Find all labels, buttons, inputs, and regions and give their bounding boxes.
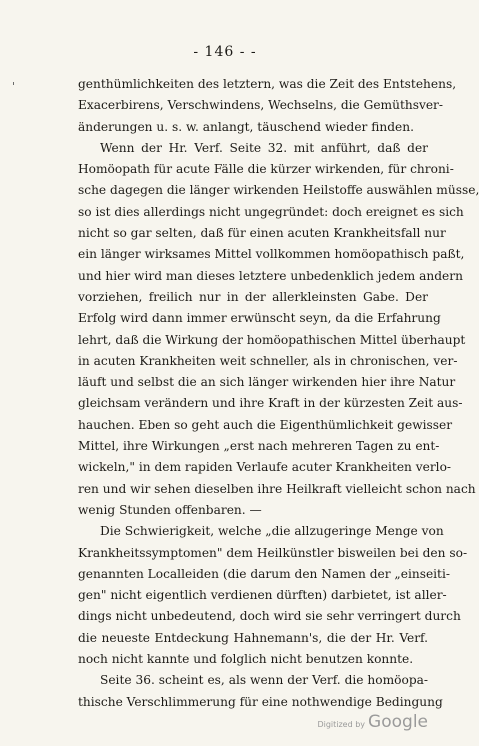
text-line: gen" nicht eigentlich verdienen dürften) darbietet, ist aller- [78, 588, 447, 603]
digitization-watermark [317, 712, 428, 732]
text-line: vorziehen, freilich nur in der allerkleinsten Gabe. Der [78, 289, 428, 304]
text-line: dings nicht unbedeutend, doch wird sie sehr verringert durch [78, 609, 461, 624]
text-line: Exacerbirens, Verschwindens, Wechselns, die Gemüthsver- [78, 98, 444, 113]
text-line: nicht so gar selten, daß für einen acuten Krankheitsfall nur [78, 226, 446, 241]
page-number-value: 146 [204, 44, 235, 60]
page-number [0, 44, 450, 60]
body-text [78, 74, 479, 713]
text-line: änderungen u. s. w. anlangt, täuschend wieder finden. [78, 119, 414, 134]
text-line: läuft und selbst die an sich länger wirkenden hier ihre Natur [78, 375, 456, 390]
text-line: so ist dies allerdings nicht ungegründet: doch ereignet es sich [78, 204, 464, 219]
text-line: in acuten Krankheiten weit schneller, als in chronischen, ver- [78, 353, 458, 368]
text-line: Seite 36. scheint es, als wenn der Verf. die homöopa- [100, 673, 428, 688]
text-line: Wenn der Hr. Verf. Seite 32. mit anführt, daß der [100, 140, 428, 155]
page-number-dash-left: - [193, 44, 205, 60]
text-line: wickeln," in dem rapiden Verlaufe acuter Krankheiten verlo- [78, 460, 452, 475]
text-line: Die Schwierigkeit, welche „die allzugeringe Menge von [100, 524, 444, 539]
text-line: lehrt, daß die Wirkung der homöopathischen Mittel überhaupt [78, 332, 466, 347]
text-line: die neueste Entdeckung Hahnemann's, die der Hr. Verf. [78, 630, 428, 645]
watermark-prefix: Digitized by [317, 720, 366, 729]
text-line: Krankheitssymptomen" dem Heilkünstler bisweilen bei den so- [78, 545, 468, 560]
text-line: und hier wird man dieses letztere unbedenklich jedem andern [78, 268, 463, 283]
text-line: ren und wir sehen dieselben ihre Heilkraft vielleicht schon nach [78, 481, 476, 496]
text-line: wenig Stunden offenbaren. — [78, 502, 262, 517]
text-line: Mittel, ihre Wirkungen „erst nach mehreren Tagen zu ent- [78, 439, 440, 454]
text-line: genannten Localleiden (die darum den Namen der „einseiti- [78, 566, 450, 581]
text-line: noch nicht kannte und folglich nicht benutzen konnte. [78, 652, 414, 667]
text-line: gleichsam verändern und ihre Kraft in der kürzesten Zeit aus- [78, 396, 463, 411]
margin-mark: ' [12, 80, 16, 93]
google-logo: Google [368, 712, 428, 732]
text-line: hauchen. Eben so geht auch die Eigenthümlichkeit gewisser [78, 417, 453, 432]
page-number-dash-right: - - [234, 44, 257, 60]
text-line: ein länger wirksames Mittel vollkommen homöopathisch paßt, [78, 247, 465, 262]
text-line: genthümlichkeiten des letztern, was die Zeit des Entstehens, [78, 77, 457, 91]
text-line: Erfolg wird dann immer erwünscht seyn, da die Erfahrung [78, 311, 441, 326]
text-line: Homöopath für acute Fälle die kürzer wirkenden, für chroni- [78, 162, 454, 177]
text-line: sche dagegen die länger wirkenden Heilstoffe auswählen müsse, [78, 183, 479, 198]
text-line: thische Verschlimmerung für eine nothwendige Bedingung [78, 694, 443, 709]
